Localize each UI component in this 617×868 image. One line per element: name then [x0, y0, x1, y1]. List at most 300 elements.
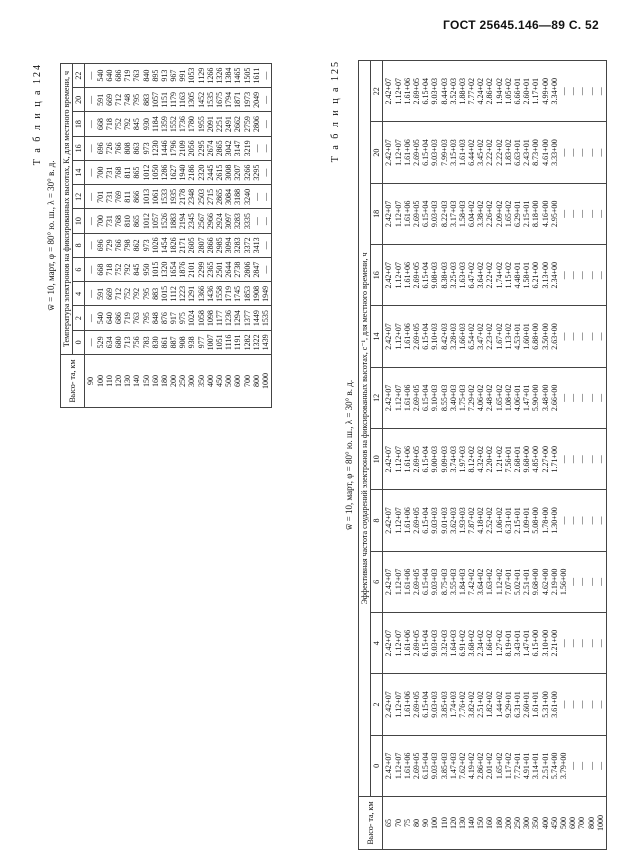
table-cell: 830 [150, 336, 160, 349]
table-cell: 1454 [159, 237, 169, 254]
table-cell: 726 [104, 142, 114, 155]
table-cell: 3219 [242, 140, 252, 157]
table-cell: — [568, 516, 578, 525]
table-cell: 2091 [205, 116, 215, 133]
table-cell: 1294 [233, 310, 243, 327]
table-cell: — [86, 241, 96, 250]
table-cell: — [577, 87, 587, 96]
table-cell: 938 [187, 336, 197, 349]
table-cell: 1.13+02 [503, 323, 513, 350]
table-cell: 669 [104, 93, 114, 106]
table-cell: — [86, 192, 96, 201]
table-cell: — [251, 192, 261, 201]
table-cell: 2.60+01 [522, 77, 532, 105]
table-cell: 3266 [242, 164, 252, 181]
table-cell: 1.47+01 [522, 384, 532, 412]
table-cell: 7.99+03 [439, 139, 449, 166]
time-header-cell: 20 [371, 122, 383, 183]
table-cell: 2567 [196, 213, 206, 230]
time-header-cell: 18 [371, 183, 383, 244]
table-cell: 2.15+01 [513, 507, 523, 534]
table-cell: — [86, 314, 96, 323]
time-header-cell: 12 [73, 185, 85, 209]
table-cell: 811 [123, 191, 133, 203]
table-cell: 9.09+03 [439, 445, 449, 473]
table-cell: 1.17+01 [531, 77, 541, 105]
table-cell: 7.77+02 [467, 77, 477, 105]
table-cell: 3283 [233, 237, 243, 254]
table-cell: — [586, 577, 596, 586]
table-cell: — [568, 455, 578, 464]
table-cell: 2605 [187, 237, 197, 254]
table-cell: 2865 [215, 188, 225, 205]
table-cell: 6.54+02 [467, 323, 477, 350]
table-cell: 1053 [187, 67, 197, 84]
table-cell: 752 [113, 263, 123, 276]
table-cell: 2.42+07 [384, 507, 394, 534]
value-column [383, 551, 607, 612]
table-cell: 769 [113, 190, 123, 203]
table-cell: 887 [169, 336, 179, 349]
table-cell: 748 [123, 93, 133, 106]
table-cell: 712 [113, 93, 123, 106]
table-cell: 1291 [187, 285, 197, 302]
table-124 [60, 63, 272, 408]
table-cell: 845 [132, 118, 142, 131]
time-header-cell: 10 [371, 429, 383, 490]
height-header: Высо- та, км [359, 797, 383, 850]
table-cell: 6.15+04 [421, 139, 431, 166]
table-cell: — [260, 168, 270, 177]
table-cell: 8.18+00 [531, 200, 541, 228]
table-cell: 1973 [242, 91, 252, 108]
table-cell: 4.32+02 [476, 445, 486, 473]
table-cell: 3283 [233, 213, 243, 230]
table-cell: 1955 [196, 116, 206, 133]
height-value: 100 [430, 817, 440, 829]
table-cell: 2847 [251, 261, 261, 278]
table-cell: 1.61+06 [402, 445, 412, 473]
span-header: Температура электронов на фиксированных высотах, К, для местного времени, ч [61, 64, 73, 355]
table-cell: 2.42+07 [384, 384, 394, 412]
table-cell: 1627 [169, 164, 179, 181]
time-header-cell: 8 [73, 233, 85, 257]
table-cell: 1.47+03 [448, 752, 458, 780]
table-cell: 795 [132, 93, 142, 106]
table-cell: 2644 [224, 261, 234, 278]
table-cell: 6.88+00 [531, 323, 541, 350]
table-cell: 1.64+03 [448, 629, 458, 657]
table-cell: 2.60+01 [522, 691, 532, 718]
table-cell: 1.65+02 [494, 752, 504, 780]
table-cell: 840 [141, 69, 151, 82]
table-cell: 967 [169, 69, 179, 82]
height-value: 1000 [595, 815, 605, 831]
table-cell: — [595, 393, 605, 402]
table-cell: 700 [95, 215, 105, 228]
table-cell: 2345 [187, 213, 197, 230]
table-cell: 1177 [215, 310, 225, 326]
table-cell: 792 [123, 263, 133, 276]
table-cell: 6.44+02 [467, 139, 477, 166]
table-cell: 1.12+07 [393, 384, 403, 412]
table-cell: 1.58+01 [522, 261, 532, 289]
table-cell: 9.08+03 [430, 261, 440, 289]
table-cell: 729 [104, 239, 114, 252]
table-cell: 3042 [224, 140, 234, 157]
table-cell: 1465 [233, 67, 243, 84]
time-header-row [371, 61, 383, 850]
table-cell: 1.12+07 [393, 691, 403, 718]
table-cell: 1.61+06 [402, 139, 412, 166]
table-cell: — [595, 332, 605, 341]
table-cell: — [586, 639, 596, 648]
table-cell: 2.69+05 [411, 77, 421, 105]
table-cell: 9.10+03 [430, 384, 440, 412]
table-cell: — [558, 700, 568, 709]
table-cell: 3.47+02 [476, 323, 486, 350]
table-cell: 1.12+07 [393, 139, 403, 166]
table-cell: — [558, 87, 568, 96]
table-cell: 696 [95, 142, 105, 155]
table-cell: 792 [132, 287, 142, 300]
table-cell: 2.34+02 [476, 629, 486, 657]
table-cell: — [251, 217, 261, 226]
table-cell: — [577, 761, 587, 770]
table-cell: 9.03+03 [430, 752, 440, 780]
table-cell: 3295 [251, 164, 261, 181]
table-cell: 634 [104, 336, 114, 349]
table-cell: 1322 [251, 334, 261, 351]
table-cell: 2109 [178, 140, 188, 157]
table-cell: 1826 [169, 237, 179, 254]
table-cell: 2.51+02 [476, 691, 486, 718]
value-column [85, 282, 272, 306]
table-cell: — [577, 516, 587, 525]
table-cell: — [586, 455, 596, 464]
table-cell: 6.31+01 [503, 507, 513, 534]
table-cell: — [595, 87, 605, 96]
table-cell: 1.61+06 [402, 691, 412, 718]
table-cell: 731 [104, 166, 114, 179]
table-cell: 3.79+00 [558, 752, 568, 780]
table-cell: — [586, 271, 596, 280]
height-value: 160 [150, 375, 160, 387]
table-cell: 3.68+02 [467, 629, 477, 657]
height-value: 130 [457, 817, 467, 829]
height-value: 700 [242, 375, 252, 387]
table-cell: 795 [141, 287, 151, 300]
table-cell: 752 [113, 118, 123, 131]
table-cell: 696 [95, 239, 105, 252]
table-cell: 1.47+01 [522, 629, 532, 657]
table-cell: 1533 [159, 188, 169, 205]
table-cell: 4.06+01 [513, 384, 523, 412]
table-cell: 2320 [196, 164, 206, 181]
table-cell: 2101 [187, 261, 197, 278]
table-cell: 6.31+01 [513, 691, 523, 718]
height-value: 600 [568, 817, 578, 829]
table-cell: 1377 [242, 310, 252, 327]
table-cell: 6.47+02 [467, 261, 477, 289]
table-cell: 1.84+03 [457, 568, 467, 596]
table-cell: 2806 [242, 261, 252, 278]
table-cell: 712 [113, 287, 123, 300]
table-cell: 9.68+00 [522, 445, 532, 473]
table-cell: 8.44+03 [439, 77, 449, 105]
table-cell: 1.12+07 [393, 568, 403, 596]
table-cell: 1.27+02 [494, 629, 504, 657]
value-column [85, 233, 272, 257]
table-cell: — [568, 639, 578, 648]
table-cell: 719 [123, 69, 133, 82]
table-cell: 4.18+02 [476, 507, 486, 534]
table-cell: 2.34+00 [549, 261, 559, 289]
table-cell: 1.93+03 [457, 507, 467, 534]
time-header-cell: 12 [371, 367, 383, 428]
table-cell: 7.29+02 [467, 384, 477, 412]
table-cell: — [586, 393, 596, 402]
table-cell: 2807 [196, 237, 206, 254]
table-124-label: Т а б л и ц а 124 [32, 63, 43, 166]
table-cell: — [558, 393, 568, 402]
table-cell: 718 [104, 263, 114, 276]
height-value: 200 [503, 817, 513, 829]
table-cell: 1057 [150, 91, 160, 108]
table-cell: 8.75+03 [439, 568, 449, 596]
table-cell: 1.66+02 [485, 629, 495, 657]
table-cell: — [577, 271, 587, 280]
table-cell: 950 [141, 263, 151, 276]
table-body-row [85, 64, 272, 408]
table-cell: 2.22+02 [485, 139, 495, 166]
height-value: 250 [178, 375, 188, 387]
value-column [383, 735, 607, 796]
page-header: ГОСТ 25645.146—89 С. 52 [443, 18, 599, 32]
table-cell: 1286 [159, 164, 169, 181]
table-cell: 3207 [233, 164, 243, 181]
table-cell: 2348 [187, 188, 197, 205]
table-cell: 700 [95, 166, 105, 179]
table-cell: 6.15+04 [421, 568, 431, 596]
table-cell: 2.19+00 [549, 568, 559, 596]
table-cell: 1.61+06 [402, 323, 412, 350]
table-cell: 1.12+07 [393, 323, 403, 350]
table-cell: 1.12+07 [393, 200, 403, 228]
table-cell: 1505 [242, 67, 252, 84]
height-column [383, 797, 607, 850]
table-cell: 2.68+01 [513, 445, 523, 473]
table-cell: 6.15+04 [421, 691, 431, 718]
table-cell: 3.85+03 [439, 752, 449, 780]
table-cell: — [86, 95, 96, 104]
table-cell: 1024 [187, 310, 197, 327]
table-cell: 865 [132, 215, 142, 228]
table-cell: 1436 [205, 285, 215, 302]
table-cell: — [251, 144, 261, 153]
table-cell: 1013 [141, 188, 151, 205]
table-cell: 8.73+00 [531, 139, 541, 166]
table-cell: 2.48+02 [485, 384, 495, 412]
table-cell: 1266 [205, 67, 215, 84]
height-value: 100 [95, 375, 105, 387]
table-cell: 540 [95, 312, 105, 325]
table-cell: 6.15+04 [421, 384, 431, 412]
time-header-cell: 14 [73, 161, 85, 185]
value-column [383, 122, 607, 183]
table-cell: 1163 [178, 92, 188, 108]
table-cell: 713 [123, 336, 133, 349]
span-header: Эффективная частота соударений электронов на фиксированных высотах, с⁻¹, для местного времени, ч [359, 61, 371, 797]
time-header-cell: 22 [73, 64, 85, 88]
table-cell: — [568, 700, 578, 709]
table-cell: 5.90+00 [531, 384, 541, 412]
table-cell: 1796 [169, 140, 179, 157]
table-cell: 895 [150, 69, 160, 82]
table-cell: 2.42+07 [384, 445, 394, 473]
value-column [85, 88, 272, 112]
table-cell: 2.42+07 [384, 139, 394, 166]
table-cell: 1061 [150, 188, 160, 205]
table-cell: — [260, 217, 270, 226]
table-cell: 3372 [242, 237, 252, 254]
table-cell: 1.06+02 [494, 507, 504, 534]
height-value: 500 [224, 375, 234, 387]
table-cell: 1112 [169, 286, 179, 302]
table-cell: 3188 [233, 188, 243, 205]
table-cell: 1.12+07 [393, 261, 403, 289]
table-cell: 2.01+02 [485, 752, 495, 780]
table-cell: 3084 [224, 188, 234, 205]
table-cell: 8.42+03 [439, 323, 449, 350]
table-cell: 763 [132, 312, 142, 325]
height-value: 120 [113, 375, 123, 387]
height-value: 800 [586, 817, 596, 829]
table-124-caption: w̅ = 10, март, φ = 80° ю. ш., λ = 30° в. д. [46, 160, 56, 311]
table-cell: — [586, 700, 596, 709]
table-cell: 8.12+02 [467, 445, 477, 473]
height-value: 450 [549, 817, 559, 829]
table-cell: 3.15+03 [448, 139, 458, 166]
table-cell: 1058 [196, 310, 206, 327]
table-cell: 2.51+01 [540, 752, 550, 780]
table-cell: 2.69+05 [411, 445, 421, 473]
height-value: 200 [169, 375, 179, 387]
table-cell: 2.69+05 [411, 200, 421, 228]
table-cell: 2865 [215, 140, 225, 157]
table-cell: 719 [123, 312, 133, 325]
table-cell: 3413 [251, 237, 261, 254]
value-column [383, 429, 607, 490]
table-cell: 2.69+05 [411, 507, 421, 534]
table-cell: 6.15+04 [421, 323, 431, 350]
table-cell: — [577, 393, 587, 402]
table-cell: 1.61+06 [402, 77, 412, 105]
table-cell: 6.91+02 [457, 629, 467, 657]
table-cell: — [86, 168, 96, 177]
height-value: 180 [159, 375, 169, 387]
table-cell: 1.61+01 [531, 691, 541, 718]
table-cell: 3008 [224, 164, 234, 181]
table-cell: 6.15+04 [421, 629, 431, 657]
table-cell: 1.71+00 [549, 445, 559, 473]
table-cell: 6.15+04 [421, 261, 431, 289]
table-cell: 2295 [196, 140, 206, 157]
time-header-cell: 0 [73, 330, 85, 354]
table-cell: — [558, 639, 568, 648]
table-cell: — [558, 209, 568, 218]
table-cell: 2615 [215, 164, 225, 181]
table-cell: — [586, 148, 596, 157]
table-cell: 2.86+02 [476, 752, 486, 780]
table-cell: 1.05+02 [503, 77, 513, 105]
table-cell: 1.61+03 [457, 139, 467, 166]
table-cell: 669 [104, 287, 114, 300]
table-cell: — [577, 209, 587, 218]
table-cell: 2.23+02 [485, 323, 495, 350]
table-cell: — [86, 120, 96, 129]
table-cell: 2501 [215, 261, 225, 278]
table-cell: 1015 [159, 285, 169, 302]
table-cell: 3.10+00 [540, 629, 550, 657]
table-cell: — [568, 577, 578, 586]
table-cell: 2056 [187, 140, 197, 157]
table-cell: 2.52+02 [485, 507, 495, 534]
table-cell: 4.16+00 [540, 200, 550, 228]
table-125 [358, 60, 607, 850]
table-cell: 917 [169, 312, 179, 325]
table-cell: — [86, 289, 96, 298]
table-cell: 3.85+03 [439, 691, 449, 718]
table-cell: 701 [95, 190, 105, 203]
table-cell: 2.69+05 [411, 261, 421, 289]
table-cell: 1552 [169, 116, 179, 133]
table-cell: 1439 [260, 334, 270, 351]
table-cell: 6.15+00 [531, 629, 541, 657]
table-cell: — [595, 700, 605, 709]
height-value: 800 [251, 375, 261, 387]
table-cell: 5.74+00 [549, 752, 559, 780]
table-cell: 5.08+00 [531, 507, 541, 534]
table-cell: 680 [113, 336, 123, 349]
table-cell: 1.78+00 [540, 507, 550, 534]
table-cell: 3.82+02 [467, 691, 477, 718]
table-cell: 3335 [242, 213, 252, 230]
table-cell: 2985 [215, 237, 225, 254]
table-cell: 6.29+01 [513, 200, 523, 228]
table-cell: — [577, 700, 587, 709]
table-cell: 3.38+02 [476, 200, 486, 228]
height-value: 500 [558, 817, 568, 829]
table-cell: 2.86+02 [485, 77, 495, 105]
height-value: 140 [467, 817, 477, 829]
table-cell: — [558, 332, 568, 341]
value-column [85, 306, 272, 330]
table-cell: 3.17+03 [448, 200, 458, 228]
table-cell: 1.12+07 [393, 629, 403, 657]
table-cell: 8.38+03 [439, 261, 449, 289]
table-cell: 9.03+03 [430, 629, 440, 657]
table-cell: 9.03+03 [430, 568, 440, 596]
time-header-cell: 6 [371, 551, 383, 612]
table-cell: 3.64+02 [476, 568, 486, 596]
height-value: 400 [540, 817, 550, 829]
table-cell: — [568, 209, 578, 218]
table-cell: 8.55+03 [439, 384, 449, 412]
table-cell: 1.83+02 [503, 139, 513, 166]
time-header-cell: 16 [73, 136, 85, 160]
table-cell: — [558, 516, 568, 525]
